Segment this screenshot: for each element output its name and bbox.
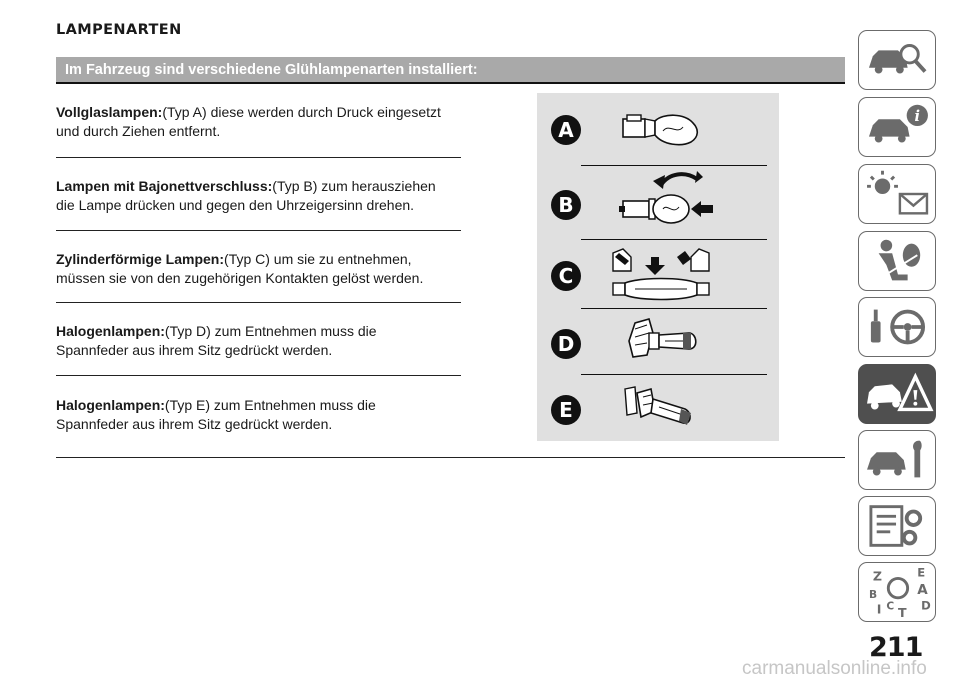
entry-term: Zylinderförmige Lampen: — [56, 251, 225, 267]
entry-type-d — [56, 322, 466, 360]
svg-text:Z: Z — [872, 568, 882, 584]
section-title: LAMPENARTEN — [56, 22, 182, 38]
page-number: 211 — [869, 632, 923, 663]
entry-type-a — [56, 103, 466, 141]
figure-divider — [581, 374, 767, 375]
chapter-tab-starting-driving[interactable] — [858, 297, 936, 357]
alphabetical-index-icon — [859, 563, 935, 621]
label-a-badge: A — [551, 115, 581, 145]
label-d-badge: D — [551, 329, 581, 359]
entry-description-cont: müssen sie von den zugehörigen Kontakten gelöst werden. — [56, 270, 424, 286]
figure-divider — [581, 165, 767, 166]
chapter-tab-maintenance[interactable] — [858, 430, 936, 490]
svg-text:T: T — [897, 605, 907, 621]
bayonet-bulb-icon — [617, 169, 717, 227]
halogen-h1-bulb-icon — [621, 383, 701, 435]
svg-text:i: i — [914, 108, 921, 126]
figure-divider — [581, 239, 767, 240]
key-steering-wheel-icon — [859, 298, 935, 356]
watermark: carmanualsonline.info — [742, 658, 927, 679]
data-settings-icon — [859, 497, 935, 555]
divider — [56, 230, 461, 231]
entry-term: Vollglaslampen: — [56, 104, 163, 120]
entry-description: (Typ E) zum Entnehmen muss die — [164, 397, 376, 413]
entry-description: (Typ C) um sie zu entnehmen, — [224, 251, 412, 267]
bulb-types-figure — [537, 93, 779, 441]
divider — [56, 157, 461, 158]
svg-text:B: B — [868, 587, 878, 601]
svg-text:A: A — [917, 581, 928, 598]
entry-description: (Typ D) zum Entnehmen muss die — [164, 323, 377, 339]
chapter-tab-safety[interactable] — [858, 231, 936, 291]
svg-text:I: I — [876, 601, 882, 617]
divider — [56, 375, 461, 376]
halogen-h7-bulb-icon — [625, 315, 701, 363]
divider — [56, 302, 461, 303]
bottom-divider — [56, 457, 845, 458]
svg-text:C: C — [886, 599, 895, 613]
chapter-tab-car-search[interactable] — [858, 30, 936, 90]
entry-term: Halogenlampen: — [56, 323, 165, 339]
svg-text:E: E — [917, 565, 926, 580]
chapter-tab-car-info[interactable] — [858, 97, 936, 157]
entry-description-cont: Spannfeder aus ihrem Sitz gedrückt werden. — [56, 416, 333, 432]
chapter-tab-emergency[interactable] — [858, 364, 936, 424]
entry-description: (Typ A) diese werden durch Druck eingesetzt — [162, 104, 441, 120]
seat-airbag-icon — [859, 232, 935, 290]
entry-type-e — [56, 396, 466, 434]
warning-light-message-icon — [859, 165, 935, 223]
label-c-badge: C — [551, 261, 581, 291]
entry-term: Lampen mit Bajonettverschluss: — [56, 178, 273, 194]
entry-type-b — [56, 177, 466, 215]
entry-description-cont: und durch Ziehen entfernt. — [56, 123, 221, 139]
figure-divider — [581, 308, 767, 309]
car-info-icon — [859, 98, 935, 156]
festoon-bulb-icon — [611, 247, 711, 303]
svg-text:D: D — [921, 598, 931, 613]
label-e-badge: E — [551, 395, 581, 425]
entry-term: Halogenlampen: — [56, 397, 165, 413]
intro-banner: Im Fahrzeug sind verschiedene Glühlampenarten installiert: — [56, 57, 845, 84]
entry-description-cont: Spannfeder aus ihrem Sitz gedrückt werden. — [56, 342, 333, 358]
chapter-tab-index[interactable] — [858, 562, 936, 622]
wedge-bulb-icon — [619, 109, 701, 153]
chapter-tab-warning-lights[interactable] — [858, 164, 936, 224]
entry-description: (Typ B) zum herausziehen — [272, 178, 436, 194]
car-wrench-icon — [859, 431, 935, 489]
entry-description-cont: die Lampe drücken und gegen den Uhrzeigersinn drehen. — [56, 197, 415, 213]
entry-type-c — [56, 250, 466, 288]
car-breakdown-warning-icon — [859, 365, 935, 423]
label-b-badge: B — [551, 190, 581, 220]
car-search-icon — [859, 31, 935, 89]
chapter-tab-technical-data[interactable] — [858, 496, 936, 556]
